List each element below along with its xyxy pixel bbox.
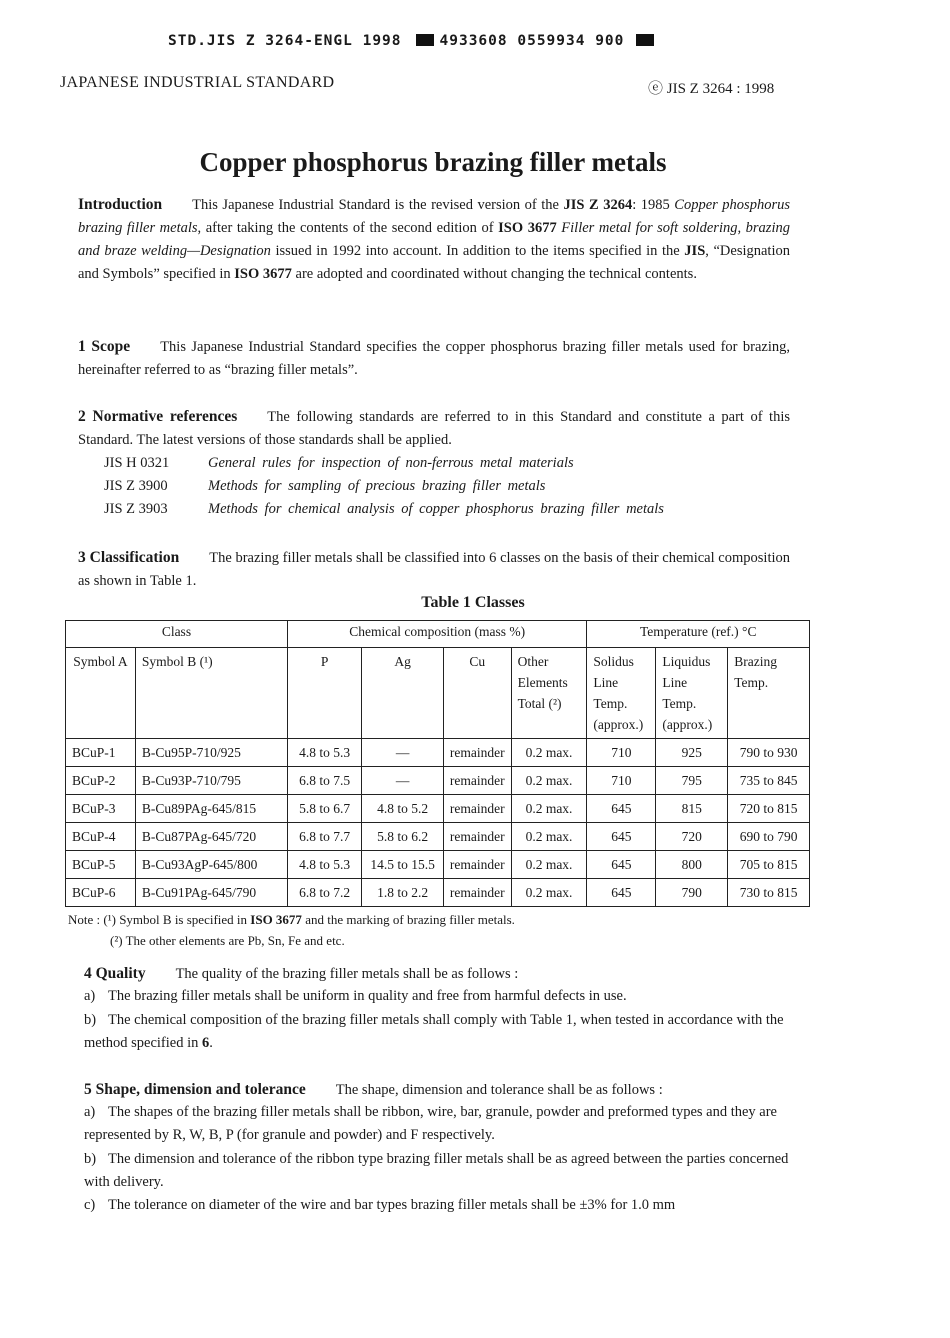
cell-brazing-temp: 790 to 930 (728, 739, 810, 767)
cell-symbol-a: BCuP-6 (66, 879, 136, 907)
cell-p: 4.8 to 5.3 (287, 739, 361, 767)
col-header-other-elements: Other Elements Total (²) (511, 648, 587, 739)
introduction-section (78, 193, 790, 286)
classification-section (78, 546, 790, 593)
reference-item (104, 475, 664, 498)
item-text: The tolerance on diameter of the wire and bar types brazing filler metals shall be ±3% for 1.0 mm (108, 1197, 676, 1213)
normative-heading: 2 Normative references (78, 408, 238, 425)
item-text: The brazing filler metals shall be uniform in quality and free from harmful defects in use. (108, 988, 627, 1004)
intro-title-ref: Copper phosphorus brazing filler metals (78, 197, 790, 236)
cell-ag: — (362, 739, 443, 767)
table-row (66, 879, 810, 907)
cell-p: 6.8 to 7.7 (287, 823, 361, 851)
table-row (66, 739, 810, 767)
cell-solidus: 645 (587, 795, 656, 823)
intro-std-ref: JIS Z 3264 (563, 197, 633, 213)
cell-symbol-b: B-Cu93P-710/795 (135, 767, 287, 795)
cell-p: 4.8 to 5.3 (287, 851, 361, 879)
item-text: The chemical composition of the brazing filler metals shall comply with Table 1, when tested in accordance with the method specified in (84, 1012, 784, 1051)
cell-p: 6.8 to 7.5 (287, 767, 361, 795)
scope-text: This Japanese Industrial Standard specifies the copper phosphorus brazing filler metals used for brazing, hereinafter referred to as “brazing filler metals”. (78, 339, 791, 378)
table-caption: Table 1 Classes (421, 594, 525, 611)
cell-cu: remainder (443, 879, 511, 907)
item-label: a) (84, 988, 96, 1004)
note-text: (¹) Symbol B is specified in (103, 912, 251, 927)
cell-other-elements: 0.2 max. (511, 851, 587, 879)
cell-solidus: 645 (587, 851, 656, 879)
quality-item-a (84, 985, 799, 1008)
shape-text: The shape, dimension and tolerance shall be as follows : (335, 1082, 663, 1098)
cell-symbol-a: BCuP-3 (66, 795, 136, 823)
cell-brazing-temp: 690 to 790 (728, 823, 810, 851)
note-iso-ref: ISO 3677 (250, 912, 302, 927)
shape-section (84, 1078, 800, 1102)
cell-liquidus: 800 (656, 851, 728, 879)
cell-cu: remainder (443, 767, 511, 795)
reference-title: Methods for chemical analysis of copper phosphorus brazing filler metals (208, 501, 664, 517)
table-row (66, 767, 810, 795)
item-text: The shapes of the brazing filler metals shall be ribbon, wire, bar, granule, powder and preformed types and they are represented by R, W, B, P (for granule and powder) and F respectively. (84, 1104, 777, 1143)
cell-ag: 5.8 to 6.2 (362, 823, 443, 851)
reference-item (104, 498, 664, 521)
cell-ag: 14.5 to 15.5 (362, 851, 443, 879)
reference-code: JIS Z 3903 (104, 501, 168, 517)
cell-brazing-temp: 705 to 815 (728, 851, 810, 879)
cell-cu: remainder (443, 823, 511, 851)
cell-solidus: 710 (587, 739, 656, 767)
table-row (66, 795, 810, 823)
reference-title: Methods for sampling of precious brazing filler metals (208, 478, 546, 494)
cell-symbol-b: B-Cu87PAg-645/720 (135, 823, 287, 851)
cell-symbol-a: BCuP-2 (66, 767, 136, 795)
col-header-symbol-b: Symbol B (¹) (135, 648, 287, 739)
note-label: Note : (68, 912, 101, 927)
item-label: b) (84, 1012, 97, 1028)
cell-symbol-a: BCuP-4 (66, 823, 136, 851)
cell-symbol-b: B-Cu93AgP-645/800 (135, 851, 287, 879)
normative-text: The following standards are referred to in this Standard and constitute a part of this Standard. The latest versions of those standards shall be applied. (78, 409, 790, 448)
cell-p: 6.8 to 7.2 (287, 879, 361, 907)
std-designation: STD.JIS Z 3264-ENGL 1998 (168, 33, 402, 49)
scope-section (78, 335, 790, 382)
cell-p: 5.8 to 6.7 (287, 795, 361, 823)
shape-heading: 5 Shape, dimension and tolerance (84, 1081, 306, 1098)
intro-text: : 1985 (632, 197, 675, 213)
cell-symbol-b: B-Cu95P-710/925 (135, 739, 287, 767)
intro-iso-title: Filler metal for soft soldering, brazing and braze welding—Designation (78, 220, 790, 259)
intro-text: This Japanese Industrial Standard is the revised version of the (192, 197, 564, 213)
col-header-p: P (287, 648, 361, 739)
cell-brazing-temp: 730 to 815 (728, 879, 810, 907)
intro-text: are adopted and coordinated without changing the technical contents. (291, 266, 697, 282)
table-row (66, 823, 810, 851)
note-text: and the marking of brazing filler metals. (301, 912, 515, 927)
col-header-solidus: Solidus Line Temp. (approx.) (587, 648, 656, 739)
col-header-liquidus: Liquidus Line Temp. (approx.) (656, 648, 728, 739)
cell-solidus: 645 (587, 823, 656, 851)
shape-item-c (84, 1194, 799, 1217)
shape-item-b (84, 1148, 799, 1194)
group-header-class: Class (66, 621, 288, 648)
cell-solidus: 645 (587, 879, 656, 907)
introduction-heading: Introduction (78, 196, 163, 213)
col-header-brazing-temp: Brazing Temp. (728, 648, 810, 739)
classification-heading: 3 Classification (78, 549, 180, 566)
item-label: a) (84, 1104, 96, 1120)
page-title: Copper phosphorus brazing filler metals (199, 147, 667, 177)
cell-solidus: 710 (587, 767, 656, 795)
header-standard-number: ⓔ JIS Z 3264 : 1998 (648, 81, 775, 97)
col-header-cu: Cu (443, 648, 511, 739)
cell-cu: remainder (443, 795, 511, 823)
cell-other-elements: 0.2 max. (511, 879, 587, 907)
note-2: (²) The other elements are Pb, Sn, Fe and etc. (110, 933, 345, 948)
cell-brazing-temp: 735 to 845 (728, 767, 810, 795)
col-header-symbol-a: Symbol A (66, 648, 136, 739)
cell-liquidus: 790 (656, 879, 728, 907)
intro-iso-ref: ISO 3677 (234, 266, 292, 282)
normative-section (78, 405, 790, 452)
reference-item (104, 452, 664, 475)
group-header-composition: Chemical composition (mass %) (287, 621, 587, 648)
cell-ag: 1.8 to 2.2 (362, 879, 443, 907)
cell-ag: — (362, 767, 443, 795)
intro-text: issued in 1992 into account. In addition to the items specified in the (270, 243, 685, 259)
std-stamp-line (168, 33, 654, 49)
cell-symbol-a: BCuP-1 (66, 739, 136, 767)
table-notes (68, 909, 515, 951)
classes-table (65, 620, 810, 907)
cell-symbol-b: B-Cu89PAg-645/815 (135, 795, 287, 823)
cell-symbol-b: B-Cu91PAg-645/790 (135, 879, 287, 907)
quality-heading: 4 Quality (84, 965, 146, 982)
black-bar-mark (636, 34, 654, 46)
cell-liquidus: 925 (656, 739, 728, 767)
shape-item-a (84, 1101, 799, 1147)
reference-code: JIS Z 3900 (104, 478, 168, 494)
cell-cu: remainder (443, 739, 511, 767)
table-row (66, 851, 810, 879)
cell-ag: 4.8 to 5.2 (362, 795, 443, 823)
item-text: The dimension and tolerance of the ribbon type brazing filler metals shall be as agreed between the parties concerned with delivery. (84, 1151, 789, 1190)
intro-text: , “Designation and Symbols” specified in (78, 243, 790, 282)
cell-liquidus: 720 (656, 823, 728, 851)
reference-title: General rules for inspection of non-ferrous metal materials (208, 455, 574, 471)
intro-text: , after taking the contents of the second edition of (197, 220, 499, 236)
header-standard-name: JAPANESE INDUSTRIAL STANDARD (60, 74, 335, 91)
item-section-ref: 6 (201, 1035, 210, 1051)
col-header-ag: Ag (362, 648, 443, 739)
cell-liquidus: 815 (656, 795, 728, 823)
scope-heading: 1 Scope (78, 338, 131, 355)
cell-brazing-temp: 720 to 815 (728, 795, 810, 823)
std-code: 4933608 0559934 900 (439, 33, 625, 49)
cell-cu: remainder (443, 851, 511, 879)
cell-other-elements: 0.2 max. (511, 739, 587, 767)
cell-other-elements: 0.2 max. (511, 767, 587, 795)
black-bar-mark (416, 34, 434, 46)
intro-jis: JIS (684, 243, 706, 259)
classification-text: The brazing filler metals shall be classified into 6 classes on the basis of their chemical composition as shown in Table 1. (78, 550, 790, 589)
cell-symbol-a: BCuP-5 (66, 851, 136, 879)
item-text: . (209, 1035, 213, 1051)
item-label: c) (84, 1197, 96, 1213)
quality-item-b (84, 1009, 799, 1055)
quality-text: The quality of the brazing filler metals shall be as follows : (175, 966, 519, 982)
cell-other-elements: 0.2 max. (511, 823, 587, 851)
note-1 (68, 909, 515, 930)
quality-section (84, 962, 796, 986)
reference-code: JIS H 0321 (104, 455, 170, 471)
cell-liquidus: 795 (656, 767, 728, 795)
item-label: b) (84, 1151, 97, 1167)
cell-other-elements: 0.2 max. (511, 795, 587, 823)
group-header-temperature: Temperature (ref.) °C (587, 621, 810, 648)
reference-list (104, 452, 664, 521)
intro-iso-ref: ISO 3677 (498, 220, 557, 236)
